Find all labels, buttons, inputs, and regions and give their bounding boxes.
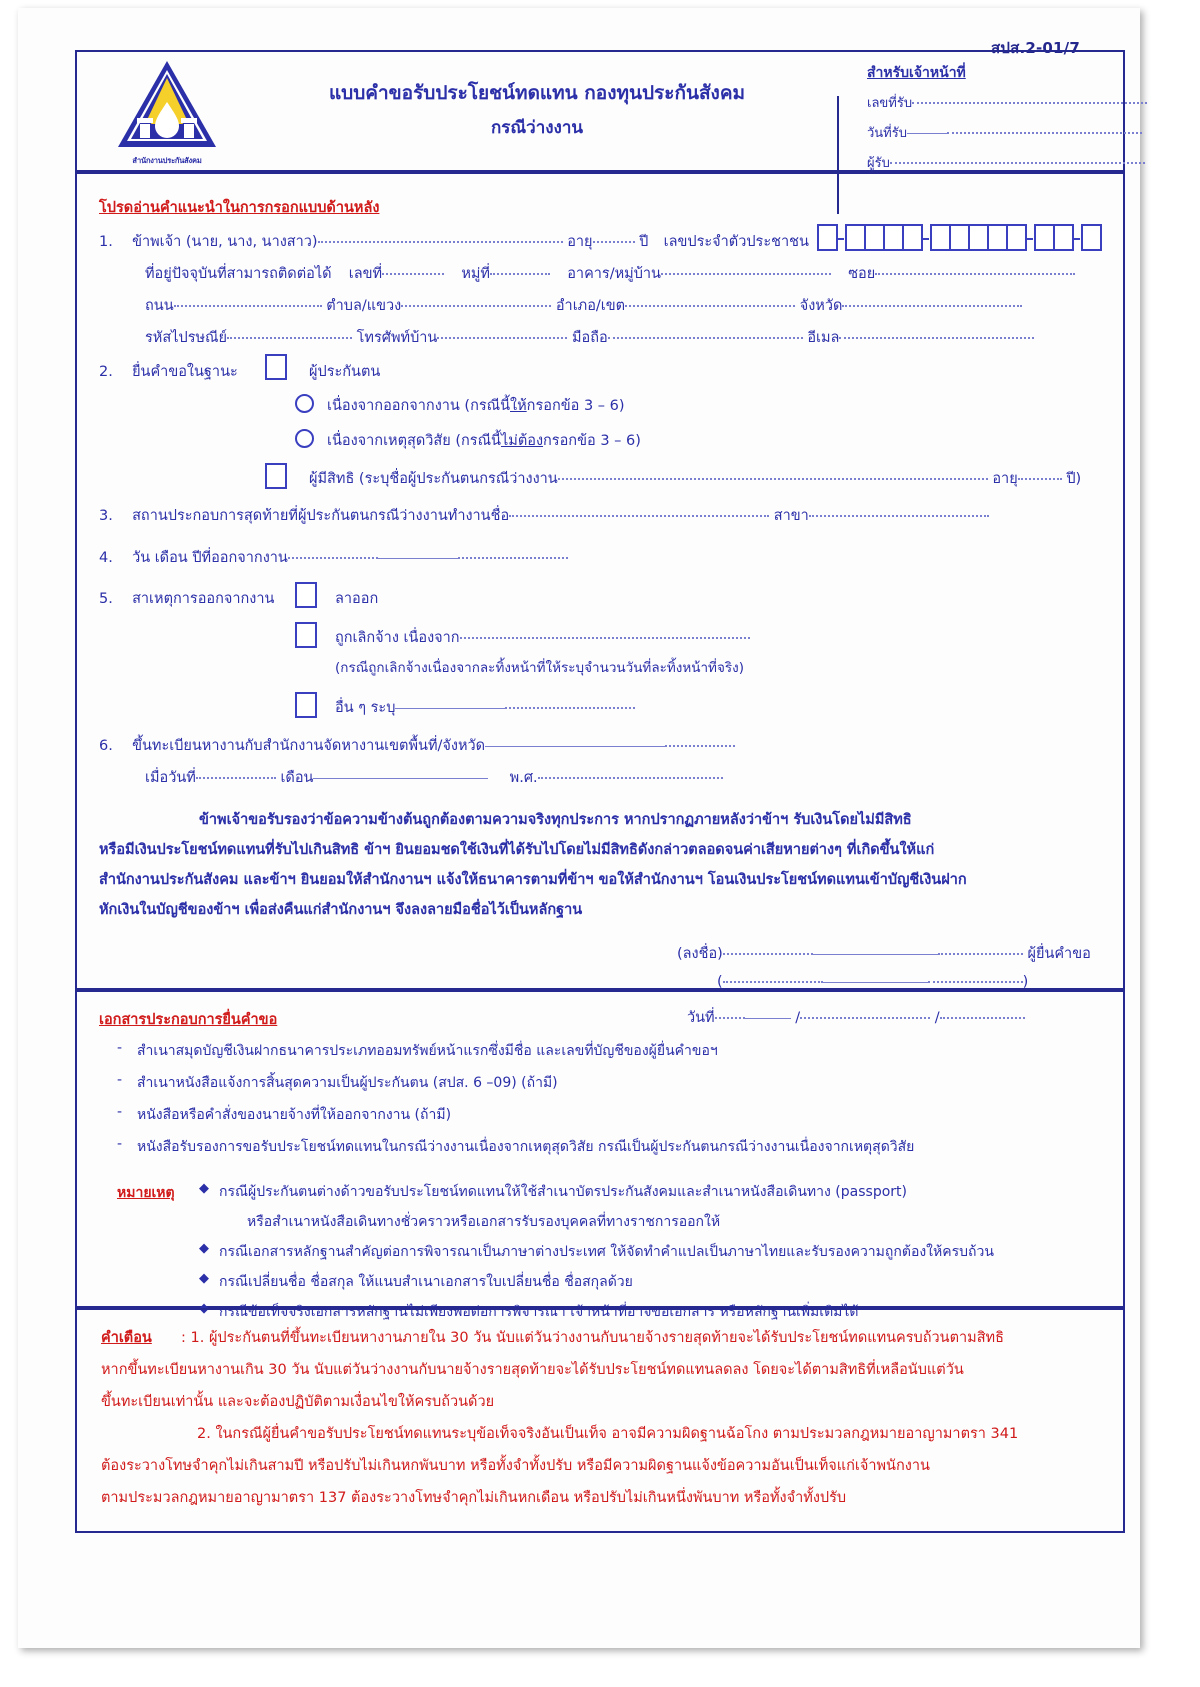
radio-force-majeure-label	[327, 429, 641, 452]
paren-open: (	[717, 974, 723, 990]
id-cell[interactable]	[817, 224, 838, 251]
printed-name-input[interactable]	[928, 981, 1023, 983]
other-reason-label: อื่น ๆ ระบุ	[335, 700, 396, 716]
doc-dash: -	[117, 1040, 123, 1056]
province-input[interactable]	[842, 305, 1022, 307]
form-sheet	[18, 8, 1140, 1648]
job-office-input[interactable]	[665, 745, 735, 747]
header-box	[75, 50, 1125, 172]
declaration-line-2: หรือมีเงินประโยชน์ทดแทนที่รับไปเกินสิทธิ ข้าฯ ยินยอมชดใช้เงินที่ได้รับไปโดยไม่มีสิทธิดังกล่าวตลอดจนค่าเสียหายต่างๆ ที่เกิดขึ้นให้แก่	[99, 842, 935, 858]
documents-title: เอกสารประกอบการยื่นคำขอ	[99, 1012, 278, 1028]
declaration-line-1: ข้าพเจ้าขอรับรองว่าข้อความข้างต้นถูกต้องตามความจริงทุกประการ หากปรากฏภายหลังว่าข้าฯ รับเงินโดยไม่มีสิทธิ	[199, 812, 912, 828]
id-cell[interactable]	[968, 224, 989, 251]
signature-input[interactable]	[938, 953, 1023, 955]
item1-year-unit: ปี	[639, 234, 649, 250]
id-cell[interactable]	[902, 224, 923, 251]
phone-label: โทรศัพท์บ้าน	[356, 330, 438, 346]
applicant-age-input[interactable]	[593, 241, 635, 243]
moo-input[interactable]	[490, 273, 550, 275]
item5-terminated-note: (กรณีถูกเลิกจ้างเนื่องจากละทิ้งหน้าที่ให้ระบุจำนวนวันที่ละทิ้งหน้าที่จริง)	[335, 660, 744, 676]
id-cell[interactable]	[1081, 224, 1102, 251]
paren-close: )	[1022, 974, 1029, 990]
bullet-icon: ◆	[199, 1301, 209, 1316]
leaving-date-input[interactable]	[458, 557, 568, 559]
id-cell[interactable]	[930, 224, 951, 251]
item5-number: 5.	[99, 591, 113, 607]
radio2-text: เนื่องจากเหตุสุดวิสัย (กรณีนี้	[327, 433, 501, 449]
checkbox-resign[interactable]	[295, 582, 317, 608]
official-receipt-no-input[interactable]	[912, 102, 1147, 104]
item2-number: 2.	[99, 364, 113, 380]
id-cell[interactable]	[1034, 224, 1055, 251]
item5-option-other	[335, 696, 635, 719]
national-id-input[interactable]	[817, 224, 1100, 251]
item2-insured-label: ผู้ประกันตน	[309, 364, 381, 380]
tambon-label: ตำบล/แขวง	[326, 298, 402, 314]
radio-due-to-force-majeure[interactable]	[295, 429, 314, 448]
item1-row4	[145, 326, 1034, 349]
bullet-icon: ◆	[199, 1241, 209, 1256]
item3-number: 3.	[99, 508, 113, 524]
heir-age-label: อายุ	[992, 471, 1018, 487]
zip-label: รหัสไปรษณีย์	[145, 330, 227, 346]
official-receipt-no-label: เลขที่รับ	[867, 96, 913, 111]
reg-year-label: พ.ศ.	[509, 770, 538, 786]
warning-box	[75, 1308, 1125, 1533]
id-cell[interactable]	[1006, 224, 1027, 251]
terminated-reason-input[interactable]	[460, 637, 750, 639]
official-receipt-date-label: วันที่รับ	[867, 126, 907, 141]
soi-input[interactable]	[875, 273, 1075, 275]
warning-line-5: ต้องระวางโทษจำคุกไม่เกินสามปี หรือปรับไม่เกินหกพันบาท หรือทั้งจำทั้งปรับ หรือมีความผิดฐานแจ้งข้อความอันเป็นเท็จแก่เจ้าพนักงาน	[101, 1458, 930, 1474]
checkbox-other-reason[interactable]	[295, 692, 317, 718]
doc-dash: -	[117, 1136, 123, 1152]
id-cell[interactable]	[864, 224, 885, 251]
building-input[interactable]	[661, 273, 831, 275]
item3-label: สถานประกอบการสุดท้ายที่ผู้ประกันตนกรณีว่างงานทำงานชื่อ	[132, 508, 510, 524]
checkbox-terminated[interactable]	[295, 622, 317, 648]
radio-due-to-leaving-job[interactable]	[295, 394, 314, 413]
official-receipt-date-row	[867, 122, 1142, 143]
soi-label: ซอย	[848, 266, 876, 282]
id-cell[interactable]	[1053, 224, 1074, 251]
item5-row	[99, 587, 274, 610]
official-use-title: สำหรับเจ้าหน้าที่	[867, 65, 966, 81]
house-no-input[interactable]	[382, 273, 444, 275]
id-cell[interactable]	[845, 224, 866, 251]
road-input[interactable]	[174, 305, 322, 307]
reg-month-label: เดือน	[280, 770, 314, 786]
last-employer-input[interactable]	[509, 515, 769, 517]
sig-slash-1: /	[795, 1010, 801, 1026]
sig-date-label: วันที่	[687, 1010, 715, 1026]
building-label: อาคาร/หมู่บ้าน	[567, 266, 661, 282]
form-code: สปส.2-01/7	[991, 39, 1080, 57]
radio-leaving-job-label	[327, 394, 625, 417]
radio1-tail: กรอกข้อ 3 – 6)	[526, 398, 625, 414]
id-cell[interactable]	[949, 224, 970, 251]
province-label: จังหวัด	[799, 298, 843, 314]
warning-line-2: หากขึ้นทะเบียนหางานเกิน 30 วัน นับแต่วันว่างงานกับนายจ้างรายสุดท้ายจะได้รับประโยชน์ทดแทนลดลง โดยจะได้ตามสิทธิที่เหลือนับแต่วัน	[101, 1362, 964, 1378]
signature-row	[677, 942, 1091, 965]
item6-number: 6.	[99, 738, 113, 754]
road-label: ถนน	[145, 298, 174, 314]
heir-age-input[interactable]	[1018, 478, 1062, 480]
bullet-icon: ◆	[199, 1271, 209, 1286]
item6-date-row	[145, 766, 723, 789]
form-subtitle: กรณีว่างงาน	[490, 118, 584, 138]
warning-line-6: ตามประมวลกฎหมายอาญามาตรา 137 ต้องระวางโทษจำคุกไม่เกินหกเดือน หรือปรับไม่เกินหนึ่งพันบาท หรือทั้งจำทั้งปรับ	[101, 1490, 847, 1506]
official-receipt-date-input[interactable]	[947, 132, 1142, 134]
id-cell[interactable]	[987, 224, 1008, 251]
other-reason-input[interactable]	[505, 707, 635, 709]
item2-heir-row	[309, 467, 1081, 490]
branch-input[interactable]	[809, 515, 989, 517]
item4-number: 4.	[99, 550, 113, 566]
zip-input[interactable]	[227, 337, 352, 339]
signature-role: ผู้ยื่นคำขอ	[1027, 946, 1091, 962]
warning-line-1: : 1. ผู้ประกันตนที่ขึ้นทะเบียนหางานภายใน 30 วัน นับแต่วันว่างงานกับนายจ้างรายสุดท้ายจะได้รับประโยชน์ทดแทนครบถ้วนตามสิทธิ	[181, 1330, 1004, 1346]
warning-line-4: 2. ในกรณีผู้ยื่นคำขอรับประโยชน์ทดแทนระบุข้อเท็จจริงอันเป็นเท็จ อาจมีความผิดฐานฉ้อโกง ตามประมวลกฎหมายอาญามาตรา 341	[197, 1426, 1019, 1442]
bullet-icon: ◆	[199, 1181, 209, 1196]
item5-option-terminated	[335, 626, 750, 649]
mobile-input[interactable]	[608, 337, 803, 339]
item4-label: วัน เดือน ปีที่ออกจากงาน	[132, 550, 288, 566]
item6-label: ขึ้นทะเบียนหางานกับสำนักงานจัดหางานเขตพื้นที่/จังหวัด	[132, 738, 486, 754]
document-item: หนังสือหรือคำสั่งของนายจ้างที่ให้ออกจากงาน (ถ้ามี)	[137, 1107, 452, 1123]
remark-item: กรณีผู้ประกันตนต่างด้าวขอรับประโยชน์ทดแทนให้ใช้สำเนาบัตรประกันสังคมและสำเนาหนังสือเดินทาง (passport)	[219, 1184, 907, 1200]
radio1-text: เนื่องจากออกจากงาน (กรณีนี้	[327, 398, 511, 414]
amphoe-input[interactable]	[625, 305, 795, 307]
warning-line-3: ขึ้นทะเบียนเท่านั้น และจะต้องปฏิบัติตามเงื่อนไขให้ครบถ้วนด้วย	[101, 1394, 495, 1410]
required-documents-box	[75, 990, 1125, 1320]
branch-label: สาขา	[773, 508, 809, 524]
item1-label: ข้าพเจ้า (นาย, นาง, นางสาว)	[132, 234, 318, 250]
official-receipt-no-row	[867, 92, 1147, 113]
item1-row1	[99, 230, 809, 253]
remark-item-cont: หรือสำเนาหนังสือเดินทางชั่วคราวหรือเอกสารรับรองบุคคลที่ทางราชการออกให้	[247, 1214, 721, 1230]
heir-label: ผู้มีสิทธิ (ระบุชื่อผู้ประกันตนกรณีว่างงาน	[309, 471, 558, 487]
email-input[interactable]	[839, 337, 1034, 339]
remark-item: กรณีเอกสารหลักฐานสำคัญต่อการพิจารณาเป็นภาษาต่างประเทศ ให้จัดทำคำแปลเป็นภาษาไทยและรับรองความถูกต้องให้ครบถ้วน	[219, 1244, 994, 1260]
document-item: สำเนาหนังสือแจ้งการสิ้นสุดความเป็นผู้ประกันตน (สปส. 6 –09) (ถ้ามี)	[137, 1075, 558, 1091]
declaration-line-4: หักเงินในบัญชีของข้าฯ เพื่อส่งคืนแก่สำนักงานฯ จึงลงลายมือชื่อไว้เป็นหลักฐาน	[99, 902, 583, 918]
doc-dash: -	[117, 1072, 123, 1088]
declaration-line-3: สำนักงานประกันสังคม และข้าฯ ยินยอมให้สำนักงานฯ แจ้งให้ธนาคารตามที่ข้าฯ ขอให้สำนักงานฯ โอนเงินประโยชน์ทดแทนเข้าบัญชีเงินฝาก	[99, 872, 967, 888]
radio1-underlined: ให้	[510, 398, 527, 414]
item6-row	[99, 734, 735, 757]
document-item: หนังสือรับรองการขอรับประโยชน์ทดแทนในกรณีว่างงานเนื่องจากเหตุสุดวิสัย กรณีเป็นผู้ประกันตนกรณีว่างงานเนื่องจากเหตุสุดวิสัย	[137, 1139, 915, 1155]
document-item: สำเนาสมุดบัญชีเงินฝากธนาคารประเภทออมทรัพย์หน้าแรกซึ่งมีชื่อ และเลขที่บัญชีของผู้ยื่นคำขอฯ	[137, 1043, 718, 1059]
item1-row2	[145, 262, 1075, 285]
official-receiver-input[interactable]	[890, 162, 1145, 164]
remarks-label: หมายเหตุ	[117, 1185, 175, 1201]
doc-dash: -	[117, 1104, 123, 1120]
amphoe-label: อำเภอ/เขต	[555, 298, 626, 314]
item4-row	[99, 546, 568, 569]
item1-row3	[145, 294, 1022, 317]
email-label: อีเมล	[807, 330, 840, 346]
heir-year-label: ปี)	[1066, 471, 1082, 487]
checkbox-entitled-person[interactable]	[265, 463, 287, 489]
radio2-tail: กรอกข้อ 3 – 6)	[543, 433, 641, 449]
form-title: แบบคำขอรับประโยชน์ทดแทน กองทุนประกันสังคม	[328, 82, 746, 104]
address-label: ที่อยู่ปัจจุบันที่สามารถติดต่อได้	[145, 266, 332, 282]
checkbox-insured-person[interactable]	[265, 354, 287, 380]
terminated-label: ถูกเลิกจ้าง เนื่องจาก	[335, 630, 460, 646]
tambon-input[interactable]	[401, 305, 551, 307]
item5-option-resign: ลาออก	[335, 591, 379, 607]
applicant-name-input[interactable]	[318, 241, 563, 243]
heir-name-input[interactable]	[558, 478, 988, 480]
remark-item: กรณีเปลี่ยนชื่อ ชื่อสกุล ให้แนบสำเนาเอกสารใบเปลี่ยนชื่อ ชื่อสกุลด้วย	[219, 1274, 633, 1290]
warning-label: คำเตือน	[101, 1330, 152, 1346]
reg-day-input[interactable]	[196, 777, 276, 779]
read-instructions-note: โปรดอ่านคำแนะนำในการกรอกแบบด้านหลัง	[99, 200, 380, 216]
id-cell[interactable]	[883, 224, 904, 251]
signature-label: (ลงชื่อ)	[677, 946, 723, 962]
radio2-underlined: ไม่ต้อง	[500, 433, 544, 449]
item1-number: 1.	[99, 234, 113, 250]
remark-item: กรณีข้อเท็จจริงเอกสารหลักฐานไม่เพียงพอต่อการพิจารณา เจ้าหน้าที่อาจขอเอกสาร หรือหลักฐานเพิ่มเติมได้	[219, 1304, 859, 1320]
reg-year-input[interactable]	[538, 777, 723, 779]
phone-input[interactable]	[437, 337, 567, 339]
item3-row	[99, 504, 989, 527]
official-receiver-row	[867, 152, 1145, 173]
reg-month-input[interactable]	[313, 778, 488, 779]
item5-label: สาเหตุการออกจากงาน	[132, 591, 275, 607]
reg-date-label: เมื่อวันที่	[145, 770, 196, 786]
sso-logo	[97, 58, 237, 170]
logo-caption: สำนักงานประกันสังคม	[132, 156, 202, 165]
moo-label: หมู่ที่	[461, 266, 490, 282]
sig-slash-2: /	[934, 1010, 940, 1026]
item2-row	[99, 360, 238, 383]
item2-label: ยื่นคำขอในฐานะ	[132, 364, 238, 380]
official-receiver-label: ผู้รับ	[867, 156, 890, 171]
printed-name-row	[717, 974, 1028, 990]
sso-logo-icon	[115, 58, 219, 150]
item1-age-label: อายุ	[567, 234, 593, 250]
house-no-label: เลขที่	[348, 266, 383, 282]
mobile-label: มือถือ	[571, 330, 608, 346]
item1-id-label: เลขประจำตัวประชาชน	[663, 234, 809, 250]
